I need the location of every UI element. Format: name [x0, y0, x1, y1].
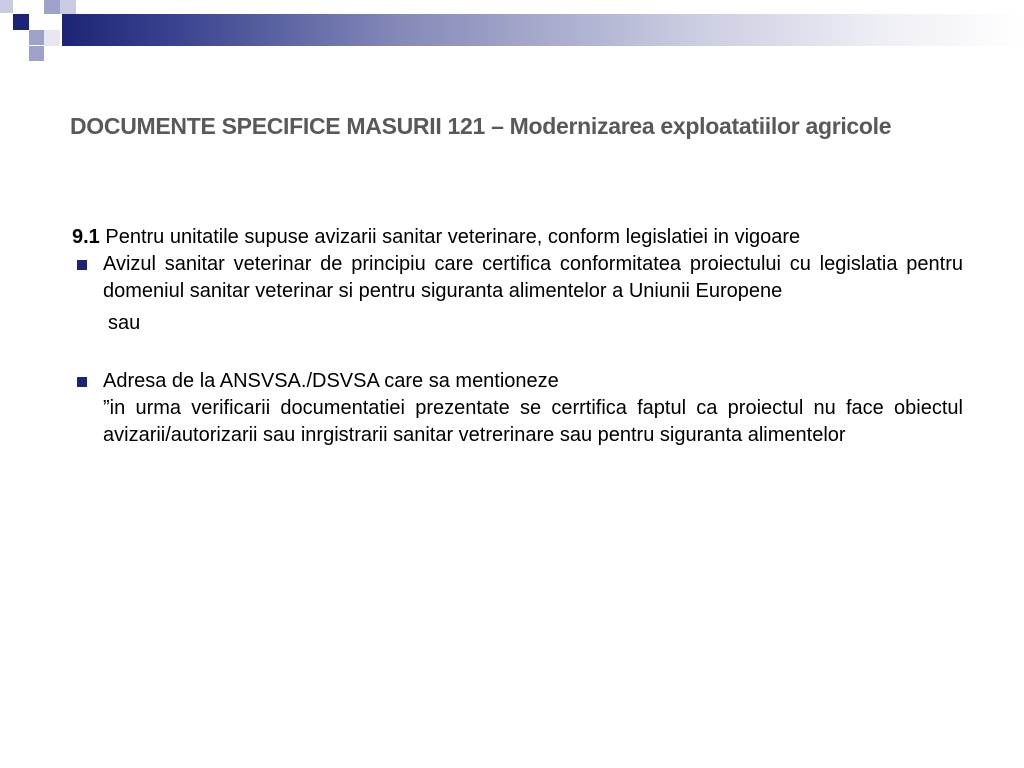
- square-bullet-icon: [77, 377, 87, 387]
- connector-label: sau: [108, 312, 141, 334]
- quote-body: ”in urma verificarii documentatiei prezentate se cerrtifica faptul ca proiectul nu face obiectul avizarii/autorizarii sau inrgistrarii sanitar vetrerinare sau pentru siguranta alimentelor: [103, 397, 963, 446]
- decor-square: [44, 30, 60, 46]
- decor-square: [0, 0, 13, 13]
- decor-square: [29, 30, 44, 45]
- header-gradient-bar: [62, 14, 1024, 46]
- decor-square: [44, 0, 60, 14]
- section-heading-text: Pentru unitatile supuse avizarii sanitar veterinare, conform legislatiei in vigoare: [99, 226, 801, 248]
- square-bullet-icon: [77, 260, 87, 270]
- section-number: 9.1: [72, 226, 100, 248]
- quote-text: [72, 395, 963, 449]
- slide-content: [72, 224, 963, 449]
- list-item: [72, 251, 963, 305]
- list-item: [72, 368, 963, 395]
- connector-text: [72, 310, 963, 337]
- decor-square: [29, 46, 44, 61]
- list-item-text: Adresa de la ANSVSA./DSVSA care sa mentioneze: [103, 370, 559, 392]
- decor-square: [13, 14, 29, 30]
- slide-title: DOCUMENTE SPECIFICE MASURII 121 – Modernizarea exploatatiilor agricole: [70, 113, 892, 139]
- list-item-text: Avizul sanitar veterinar de principiu care certifica conformitatea proiectului cu legislatia pentru domeniul sanitar veterinar si pentru siguranta alimentelor a Uniunii Europene: [103, 253, 963, 302]
- decor-square: [60, 0, 76, 14]
- section-heading: [72, 224, 963, 251]
